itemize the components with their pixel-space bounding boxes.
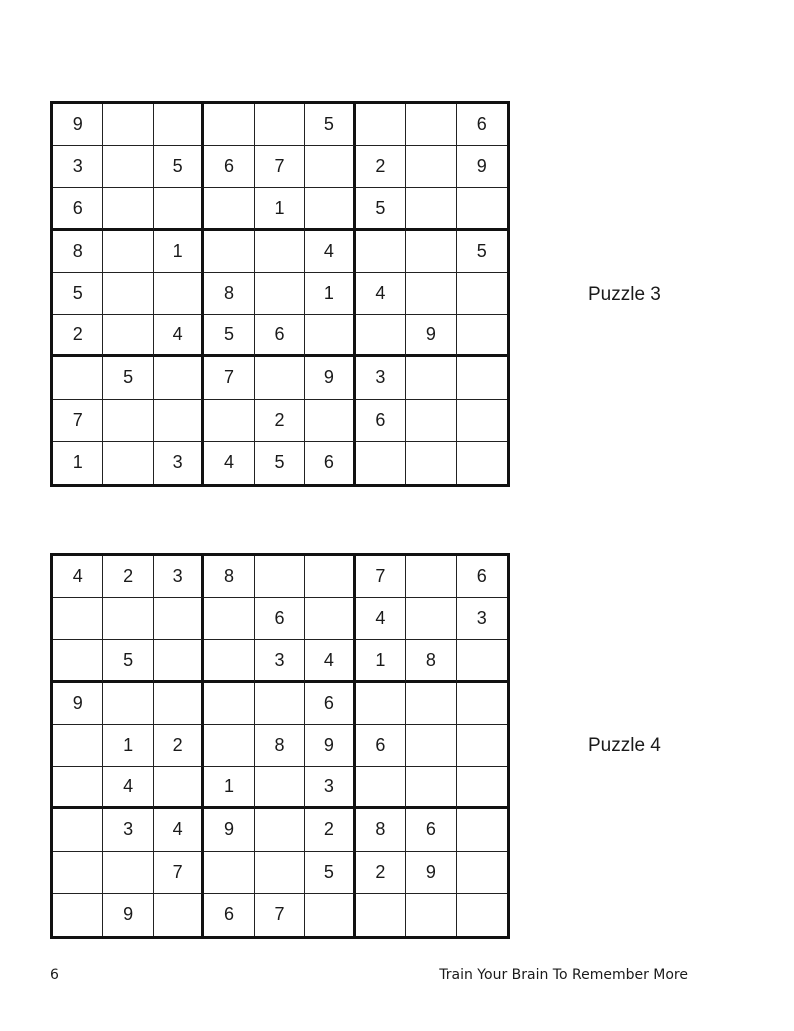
sudoku-cell <box>406 683 456 725</box>
sudoku-cell: 1 <box>53 442 103 484</box>
sudoku-cell: 7 <box>356 556 406 598</box>
sudoku-cell <box>406 357 456 399</box>
sudoku-cell <box>457 852 507 894</box>
sudoku-cell: 6 <box>305 683 355 725</box>
sudoku-cell <box>204 640 254 682</box>
sudoku-cell <box>406 188 456 230</box>
sudoku-cell <box>406 146 456 188</box>
sudoku-cell: 4 <box>53 556 103 598</box>
sudoku-cell: 6 <box>255 598 305 640</box>
sudoku-cell <box>53 852 103 894</box>
sudoku-cell: 6 <box>255 315 305 357</box>
sudoku-cell: 1 <box>103 725 153 767</box>
sudoku-cell <box>356 767 406 809</box>
sudoku-cell <box>305 400 355 442</box>
sudoku-cell: 4 <box>103 767 153 809</box>
sudoku-cell: 7 <box>204 357 254 399</box>
sudoku-cell <box>204 852 254 894</box>
sudoku-cell <box>53 725 103 767</box>
puzzle-label-3: Puzzle 3 <box>588 284 661 305</box>
sudoku-cell: 8 <box>53 231 103 273</box>
sudoku-cell: 6 <box>204 894 254 936</box>
sudoku-cell <box>255 231 305 273</box>
sudoku-cell: 9 <box>457 146 507 188</box>
sudoku-cell <box>154 683 204 725</box>
sudoku-cell <box>204 400 254 442</box>
sudoku-cell: 6 <box>204 146 254 188</box>
sudoku-cell <box>356 683 406 725</box>
sudoku-cell <box>457 357 507 399</box>
sudoku-cell <box>204 104 254 146</box>
sudoku-cell: 9 <box>103 894 153 936</box>
sudoku-cell: 5 <box>204 315 254 357</box>
sudoku-cell <box>406 725 456 767</box>
sudoku-cell: 5 <box>103 357 153 399</box>
sudoku-cell <box>457 809 507 851</box>
sudoku-cell: 9 <box>53 683 103 725</box>
sudoku-cell <box>305 556 355 598</box>
sudoku-cell <box>406 231 456 273</box>
sudoku-cell <box>457 894 507 936</box>
sudoku-cell <box>204 188 254 230</box>
sudoku-cell <box>53 809 103 851</box>
sudoku-cell <box>305 146 355 188</box>
sudoku-cell <box>356 442 406 484</box>
sudoku-cell <box>406 767 456 809</box>
sudoku-cell: 2 <box>53 315 103 357</box>
sudoku-cell: 3 <box>53 146 103 188</box>
sudoku-cell <box>103 683 153 725</box>
sudoku-cell <box>103 315 153 357</box>
sudoku-cell: 8 <box>255 725 305 767</box>
sudoku-cell: 9 <box>305 725 355 767</box>
sudoku-cell: 1 <box>154 231 204 273</box>
sudoku-cell <box>204 598 254 640</box>
sudoku-cell <box>204 231 254 273</box>
sudoku-cell <box>103 146 153 188</box>
sudoku-cell: 6 <box>406 809 456 851</box>
sudoku-cell <box>154 640 204 682</box>
sudoku-cell <box>406 598 456 640</box>
sudoku-cell: 6 <box>457 556 507 598</box>
sudoku-cell: 5 <box>305 104 355 146</box>
sudoku-cell: 2 <box>305 809 355 851</box>
sudoku-cell: 3 <box>154 442 204 484</box>
sudoku-cell <box>103 442 153 484</box>
sudoku-cell <box>457 640 507 682</box>
sudoku-cell: 8 <box>204 556 254 598</box>
sudoku-cell: 4 <box>204 442 254 484</box>
sudoku-cell: 3 <box>103 809 153 851</box>
sudoku-cell: 4 <box>154 809 204 851</box>
sudoku-cell: 5 <box>154 146 204 188</box>
sudoku-cell: 3 <box>457 598 507 640</box>
sudoku-cell <box>255 357 305 399</box>
sudoku-cell: 8 <box>406 640 456 682</box>
sudoku-cell: 6 <box>356 725 406 767</box>
sudoku-cell <box>305 894 355 936</box>
sudoku-cell <box>154 400 204 442</box>
sudoku-cell: 5 <box>305 852 355 894</box>
sudoku-cell <box>53 767 103 809</box>
sudoku-cell: 9 <box>53 104 103 146</box>
sudoku-cell: 7 <box>255 894 305 936</box>
sudoku-cell <box>255 556 305 598</box>
sudoku-cell: 9 <box>406 315 456 357</box>
sudoku-cell: 2 <box>154 725 204 767</box>
sudoku-cell: 4 <box>305 231 355 273</box>
sudoku-cell <box>154 188 204 230</box>
sudoku-cell <box>305 598 355 640</box>
sudoku-cell <box>204 725 254 767</box>
sudoku-cell <box>406 273 456 315</box>
sudoku-cell <box>53 357 103 399</box>
sudoku-cell <box>457 725 507 767</box>
sudoku-cell <box>53 598 103 640</box>
sudoku-cell <box>103 852 153 894</box>
sudoku-cell: 3 <box>305 767 355 809</box>
sudoku-cell: 7 <box>53 400 103 442</box>
sudoku-cell: 1 <box>255 188 305 230</box>
sudoku-cell <box>356 104 406 146</box>
sudoku-cell <box>53 894 103 936</box>
sudoku-cell: 8 <box>356 809 406 851</box>
sudoku-cell <box>457 315 507 357</box>
sudoku-cell: 5 <box>103 640 153 682</box>
sudoku-cell <box>406 104 456 146</box>
sudoku-cell <box>154 767 204 809</box>
sudoku-cell <box>255 809 305 851</box>
sudoku-cell <box>154 357 204 399</box>
sudoku-cell: 9 <box>204 809 254 851</box>
sudoku-cell <box>103 104 153 146</box>
sudoku-cell <box>204 683 254 725</box>
sudoku-cell <box>457 188 507 230</box>
sudoku-cell <box>255 767 305 809</box>
sudoku-cell <box>255 273 305 315</box>
sudoku-cell: 5 <box>457 231 507 273</box>
sudoku-cell <box>154 598 204 640</box>
sudoku-cell: 2 <box>103 556 153 598</box>
sudoku-cell <box>53 640 103 682</box>
sudoku-cell <box>406 556 456 598</box>
sudoku-cell <box>457 767 507 809</box>
sudoku-cell <box>103 231 153 273</box>
sudoku-cell <box>406 894 456 936</box>
sudoku-cell: 3 <box>154 556 204 598</box>
sudoku-cell: 7 <box>255 146 305 188</box>
sudoku-cell: 3 <box>255 640 305 682</box>
sudoku-cell: 1 <box>305 273 355 315</box>
sudoku-cell: 2 <box>255 400 305 442</box>
sudoku-cell <box>305 315 355 357</box>
sudoku-cell: 7 <box>154 852 204 894</box>
sudoku-grid-puzzle-3 <box>50 101 510 487</box>
sudoku-cell <box>457 400 507 442</box>
sudoku-cell: 6 <box>305 442 355 484</box>
sudoku-cell <box>103 188 153 230</box>
sudoku-cell <box>457 273 507 315</box>
sudoku-cell: 4 <box>305 640 355 682</box>
sudoku-cell <box>356 315 406 357</box>
sudoku-cell <box>457 683 507 725</box>
sudoku-cell: 1 <box>204 767 254 809</box>
sudoku-cell <box>406 442 456 484</box>
sudoku-cell <box>255 852 305 894</box>
sudoku-cell: 9 <box>305 357 355 399</box>
puzzle-label-4: Puzzle 4 <box>588 735 661 756</box>
sudoku-cell <box>255 104 305 146</box>
sudoku-cell <box>154 273 204 315</box>
sudoku-cell: 9 <box>406 852 456 894</box>
sudoku-cell: 8 <box>204 273 254 315</box>
sudoku-cell <box>406 400 456 442</box>
footer-book-title: Train Your Brain To Remember More <box>439 967 688 983</box>
sudoku-cell: 1 <box>356 640 406 682</box>
sudoku-cell <box>356 894 406 936</box>
sudoku-cell: 6 <box>457 104 507 146</box>
sudoku-cell: 5 <box>255 442 305 484</box>
sudoku-cell <box>154 894 204 936</box>
sudoku-cell: 2 <box>356 852 406 894</box>
sudoku-cell <box>103 273 153 315</box>
sudoku-cell <box>255 683 305 725</box>
sudoku-cell: 6 <box>53 188 103 230</box>
sudoku-grid-puzzle-4 <box>50 553 510 939</box>
sudoku-cell <box>356 231 406 273</box>
sudoku-cell: 4 <box>356 273 406 315</box>
sudoku-cell: 5 <box>53 273 103 315</box>
sudoku-cell: 5 <box>356 188 406 230</box>
page-number: 6 <box>50 967 59 983</box>
sudoku-cell <box>103 598 153 640</box>
sudoku-cell <box>457 442 507 484</box>
sudoku-cell: 4 <box>154 315 204 357</box>
sudoku-cell <box>305 188 355 230</box>
sudoku-cell <box>103 400 153 442</box>
sudoku-cell: 2 <box>356 146 406 188</box>
sudoku-cell: 3 <box>356 357 406 399</box>
sudoku-cell <box>154 104 204 146</box>
sudoku-cell: 6 <box>356 400 406 442</box>
sudoku-cell: 4 <box>356 598 406 640</box>
